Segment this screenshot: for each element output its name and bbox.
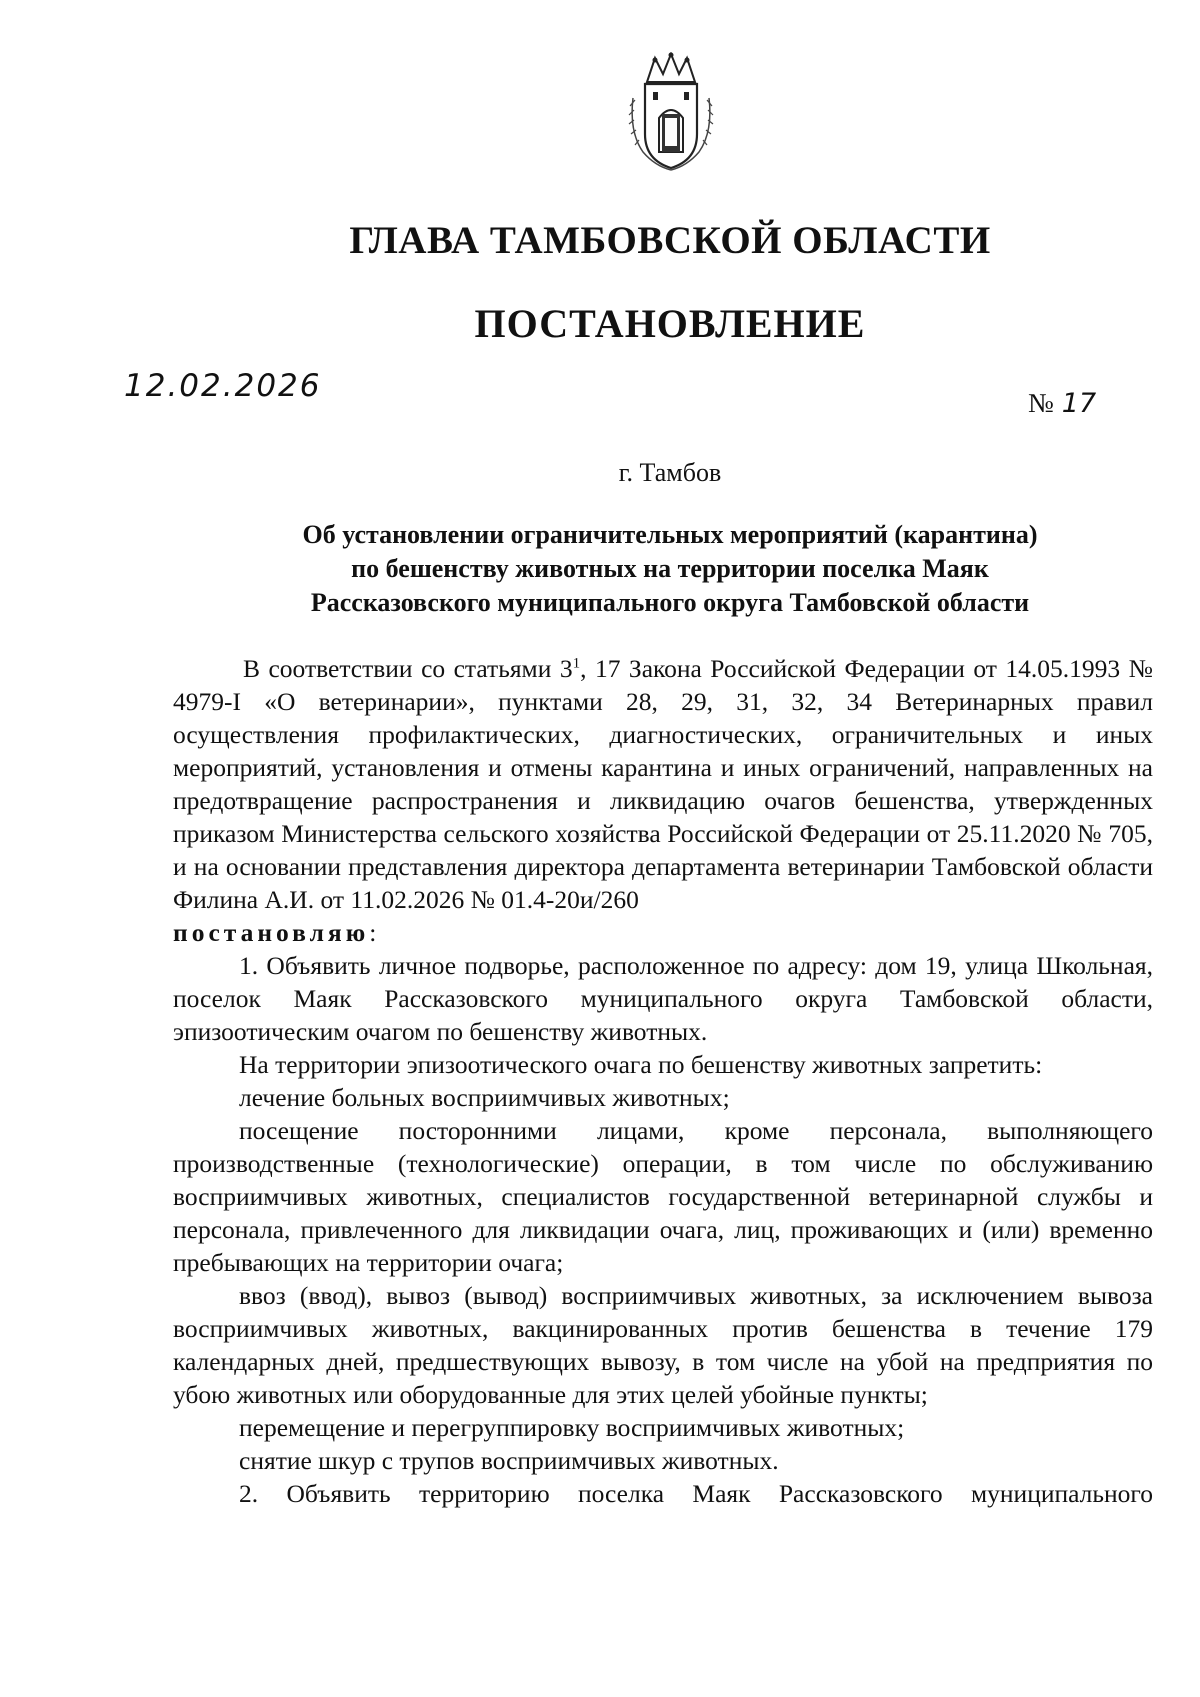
resolve-paragraph: [173, 916, 1153, 949]
preamble-text: , 17 Закона Российской Федерации от 14.05.1993 № 4979-I «О ветеринарии», пунктами 28, 29, 31, 32, 34 Ветеринарных правил осуществления профилактических, диагностических, ограничительных и иных мероприятий, установления и отмены карантина и иных ограничений, направленных на предотвращение распространения и ликвидацию очагов бешенства, утвержденных приказом Министерства сельского хозяйства Российской Федерации от 25.11.2020 № 705, и на основании представления директора департамента ветеринарии Тамбовской области Филина А.И. от 11.02.2026 № 01.4-20и/260: [173, 654, 1153, 914]
paragraph: посещение посторонними лицами, кроме персонала, выполняющего производственные (технологические) операции, в том числе по обслуживанию восприимчивых животных, специалистов государственной ветеринарной службы и персонала, привлеченного для ликвидации очага, лиц, проживающих и (или) временно пребывающих на территории очага;: [173, 1116, 1153, 1277]
paragraph: На территории эпизоотического очага по бешенству животных запретить:: [239, 1050, 1043, 1079]
resolve-word: постановляю: [173, 918, 370, 947]
title-line: Рассказовского муниципального округа Тамбовской области: [310, 588, 1030, 617]
title-line: Об установлении ограничительных мероприятий (карантина): [302, 520, 1038, 549]
document-number: [1028, 388, 1096, 419]
document-title: [220, 518, 1120, 620]
resolve-colon: :: [369, 918, 377, 947]
coat-of-arms-emblem: [625, 52, 717, 172]
paragraph: перемещение и перегруппировку восприимчивых животных;: [239, 1413, 905, 1442]
issuing-authority: ГЛАВА ТАМБОВСКОЙ ОБЛАСТИ: [349, 219, 991, 262]
title-line: по бешенству животных на территории поселка Маяк: [351, 554, 989, 583]
paragraph: лечение больных восприимчивых животных;: [239, 1083, 730, 1112]
paragraph: 1. Объявить личное подворье, расположенное по адресу: дом 19, улица Школьная, поселок Маяк Рассказовского муниципального округа Тамбовской области, эпизоотическим очагом по бешенству животных.: [173, 951, 1153, 1046]
paragraph: 2. Объявить территорию поселка Маяк Рассказовского муниципального: [239, 1479, 1153, 1508]
handwritten-date: 12.02.2026: [124, 368, 322, 404]
city-line: г. Тамбов: [618, 458, 722, 487]
paragraph: снятие шкур с трупов восприимчивых животных.: [239, 1446, 779, 1475]
document-type: ПОСТАНОВЛЕНИЕ: [474, 301, 866, 346]
article-superscript: 1: [572, 655, 581, 672]
document-body: [173, 652, 1153, 1510]
paragraph: ввоз (ввод), вывоз (вывод) восприимчивых животных, за исключением вывоза восприимчивых животных, вакцинированных против бешенства в течение 179 календарных дней, предшествующих вывозу, в том числе на убой на предприятия по убою животных или оборудованные для этих целей убойные пункты;: [173, 1281, 1153, 1409]
preamble-text: В соответствии со статьями 3: [243, 654, 573, 683]
preamble-paragraph: [173, 652, 1153, 916]
handwritten-number: 17: [1061, 388, 1097, 419]
number-label: №: [1028, 388, 1054, 418]
